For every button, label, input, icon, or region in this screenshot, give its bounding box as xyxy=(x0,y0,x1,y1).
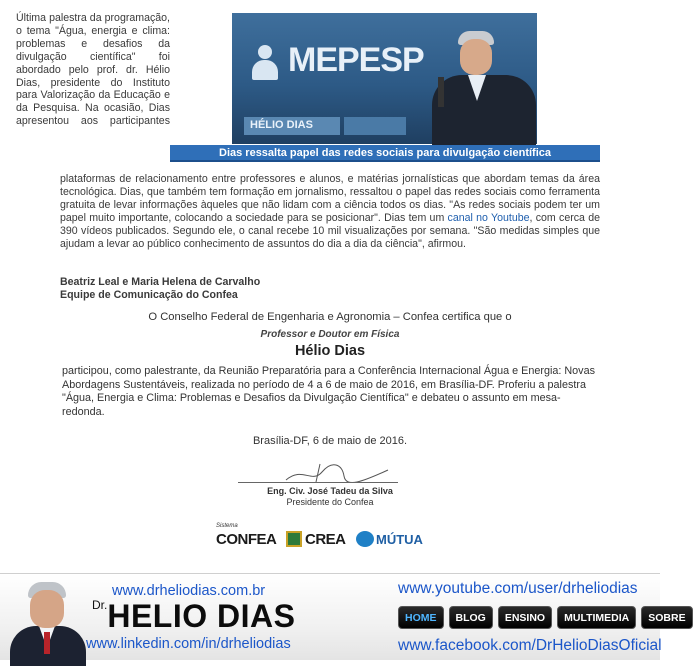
speaker-figure xyxy=(418,31,538,144)
article-body-text-1: plataformas de relacionamento entre professores e alunos, e matérias jornalísticas que abordam temas da área tecnológica. Dias, que também tem formação em jornalismo, ressaltou o papel das redes sociais como ferramenta gratuita de levar informações àqueles que não lidam com a ciência todos os dias. "As redes sociais podem ter um papel muito importante, colocando a sociedade para se posicionar". Dias tem um xyxy=(60,173,600,224)
facebook-link[interactable]: www.facebook.com/DrHelioDiasOficial xyxy=(398,637,662,654)
byline xyxy=(60,276,460,302)
certificate-intro: O Conselho Federal de Engenharia e Agronomia – Confea certifica que o xyxy=(148,311,512,323)
signature-line xyxy=(238,482,398,483)
certificate-date: Brasília-DF, 6 de maio de 2016. xyxy=(252,435,408,448)
signer-name: Eng. Civ. José Tadeu da Silva xyxy=(267,486,393,496)
portrait-image xyxy=(6,576,86,661)
photo-caption: Dias ressalta papel das redes sociais para divulgação científica xyxy=(170,145,600,162)
logo-sistema-text: Sistema xyxy=(216,523,238,529)
byline-team: Equipe de Comunicação do Confea xyxy=(60,289,238,301)
linkedin-link[interactable]: www.linkedin.com/in/drheliodias xyxy=(86,636,291,652)
signer-block xyxy=(200,486,460,508)
certificate-degree: Professor e Doutor em Física xyxy=(260,329,400,340)
nav-blog-button[interactable]: BLOG xyxy=(449,606,493,629)
certificate xyxy=(60,310,600,447)
photo-name-badge: HÉLIO DIAS xyxy=(244,117,340,135)
youtube-channel-link[interactable]: canal no Youtube xyxy=(447,211,530,224)
nav-multimedia-button[interactable]: MULTIMEDIA xyxy=(557,606,636,629)
byline-authors: Beatriz Leal e Maria Helena de Carvalho xyxy=(60,276,261,288)
nav-sobre-button[interactable]: SOBRE xyxy=(641,606,692,629)
nav-home-button[interactable]: HOME xyxy=(398,606,444,629)
article-intro-text: Última palestra da programação, o tema "Água, energia e clima: problemas e desafios da divulgação científica" foi abordado pelo prof. dr. Hélio Dias, presidente do Instituto para Valorização da Educação e da Pesquisa. Na ocasião, Dias apresentou aos participantes xyxy=(16,12,170,128)
nav-bar xyxy=(398,606,693,629)
article-intro-column xyxy=(16,12,170,128)
event-photo xyxy=(232,13,537,144)
certificate-name: Hélio Dias xyxy=(294,343,366,359)
youtube-link[interactable]: www.youtube.com/user/drheliodias xyxy=(398,580,638,597)
brand-dr: Dr. xyxy=(92,598,108,612)
brand-title xyxy=(92,598,295,634)
footer-banner xyxy=(0,573,686,660)
confea-logo: CONFEA xyxy=(216,531,277,548)
brand-name: HELIO DIAS xyxy=(107,598,296,634)
mutua-icon xyxy=(356,531,374,547)
article-body xyxy=(60,173,600,250)
microphone-icon xyxy=(438,77,444,107)
photo-logo-text: MEPESP xyxy=(288,41,424,79)
crea-emblem-icon xyxy=(286,531,302,547)
article-body-text-2: , com cerca de 390 vídeos publicados. Segundo ele, o canal recebe 10 mil visualizações por semana. "São medidas simples que ajudam a levar ao público conhecimento de assuntos do dia a dia da ciência", afirmou. xyxy=(60,211,600,250)
certificate-body: participou, como palestrante, da Reunião Preparatória para a Conferência Internacional Água e Energia: Novas Abordagens Sustentáveis, realizada no período de 4 a 6 de maio de 2016, em Brasília-DF. Proferiu a palestra "Água, Energia e Clima: Problemas e Desafios da Divulgação Científica" e debateu o assunto em mesa-redonda. xyxy=(62,365,595,418)
mepesp-logo-icon xyxy=(250,45,280,79)
nav-ensino-button[interactable]: ENSINO xyxy=(498,606,552,629)
institution-logos xyxy=(216,523,446,550)
photo-badge-extension xyxy=(344,117,406,135)
crea-logo: CREA xyxy=(305,531,346,548)
website-link[interactable]: www.drheliodias.com.br xyxy=(112,583,266,599)
signer-title: Presidente do Confea xyxy=(286,497,374,507)
mutua-logo: MÚTUA xyxy=(376,532,423,547)
